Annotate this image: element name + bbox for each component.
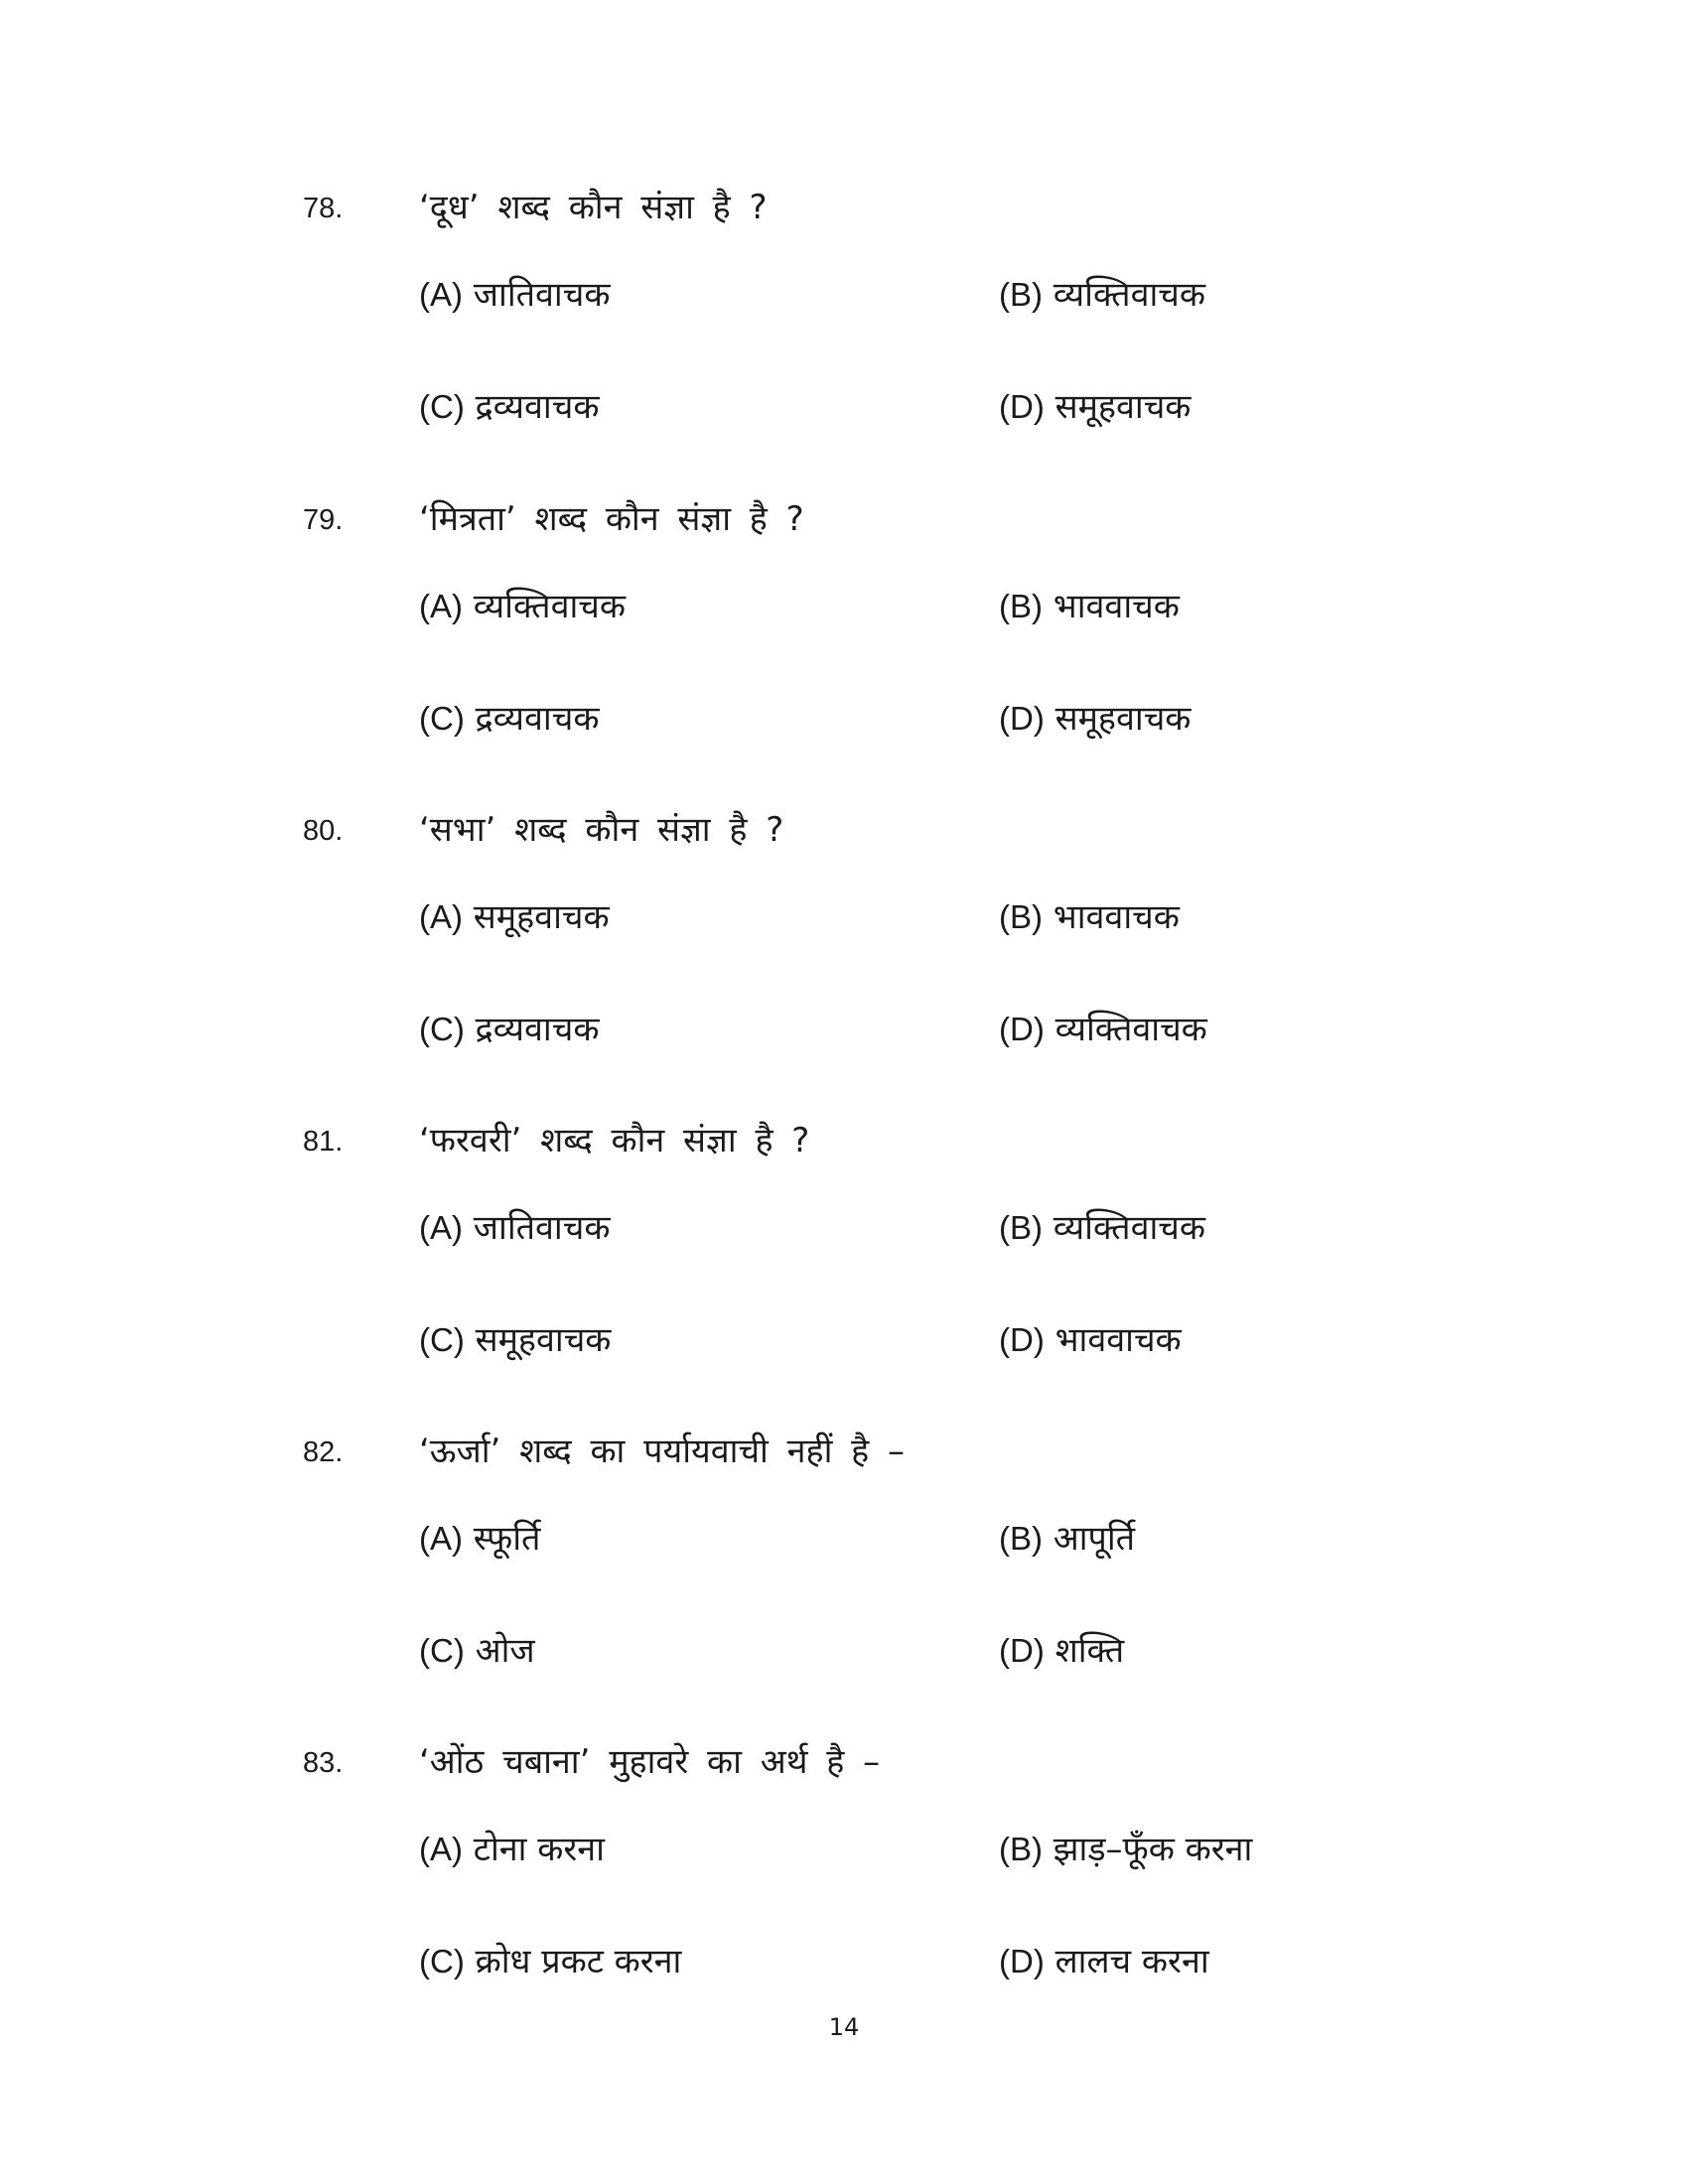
option-letter: (B) (999, 898, 1043, 935)
question-80 (0, 809, 1688, 1107)
option-text: क्रोध प्रकट करना (464, 1942, 682, 1981)
option-letter: (D) (999, 1943, 1045, 1979)
question-81 (0, 1120, 1688, 1418)
option-b (999, 580, 1180, 633)
option-c (419, 1935, 681, 1988)
page-number: 14 (828, 2013, 860, 2041)
option-text: जातिवाचक (463, 1208, 611, 1248)
option-text: भाववाचक (1043, 587, 1180, 626)
option-text: द्रव्यवाचक (464, 1010, 600, 1049)
option-c (419, 380, 599, 434)
option-text: झाड़–फूँक करना (1043, 1830, 1253, 1869)
question-text: ‘ओंठ चबाना’ मुहावरे का अर्थ है – (419, 1742, 881, 1782)
option-text: शक्ति (1044, 1631, 1125, 1671)
option-letter: (D) (999, 700, 1045, 737)
option-text: लालच करना (1044, 1942, 1209, 1981)
option-d (999, 692, 1191, 746)
question-number: 83. (303, 1747, 344, 1779)
option-letter: (A) (419, 898, 463, 935)
option-text: समूहवाचक (463, 897, 610, 937)
option-a (419, 1512, 540, 1566)
option-text: आपूर्ति (1043, 1519, 1136, 1559)
option-a (419, 268, 610, 322)
question-text: ‘मित्रता’ शब्द कौन संज्ञा है ? (419, 499, 804, 539)
option-letter: (D) (999, 388, 1045, 425)
question-number: 81. (303, 1126, 344, 1158)
option-letter: (A) (419, 1520, 463, 1557)
option-letter: (C) (419, 1943, 465, 1979)
option-b (999, 1201, 1205, 1255)
option-b (999, 1823, 1252, 1876)
option-c (419, 1313, 611, 1367)
option-text: जातिवाचक (463, 275, 611, 315)
option-text: भाववाचक (1043, 897, 1180, 937)
option-letter: (B) (999, 1831, 1043, 1867)
option-letter: (A) (419, 588, 463, 624)
option-a (419, 1201, 610, 1255)
option-b (999, 1512, 1135, 1566)
option-b (999, 268, 1205, 322)
option-b (999, 890, 1180, 944)
option-letter: (C) (419, 1321, 465, 1358)
option-letter: (C) (419, 1011, 465, 1047)
question-82 (0, 1431, 1688, 1728)
option-text: समूहवाचक (464, 1320, 612, 1360)
option-d (999, 1935, 1209, 1988)
option-letter: (D) (999, 1011, 1045, 1047)
option-c (419, 1003, 599, 1056)
option-letter: (B) (999, 1209, 1043, 1246)
question-number: 82. (303, 1436, 344, 1468)
option-letter: (C) (419, 700, 465, 737)
option-d (999, 1313, 1182, 1367)
option-text: समूहवाचक (1044, 699, 1192, 739)
option-text: व्यक्तिवाचक (1043, 275, 1205, 315)
option-letter: (C) (419, 388, 465, 425)
option-letter: (A) (419, 1209, 463, 1246)
option-letter: (D) (999, 1632, 1045, 1669)
option-d (999, 1624, 1124, 1678)
question-text: ‘ऊर्जा’ शब्द का पर्यायवाची नहीं है – (419, 1432, 906, 1471)
option-letter: (B) (999, 276, 1043, 313)
question-79 (0, 498, 1688, 796)
question-text: ‘दूध’ शब्द कौन संज्ञा है ? (419, 188, 768, 227)
option-text: व्यक्तिवाचक (463, 587, 626, 626)
option-a (419, 580, 626, 633)
question-text: ‘फरवरी’ शब्द कौन संज्ञा है ? (419, 1121, 810, 1160)
question-78 (0, 187, 1688, 484)
option-letter: (D) (999, 1321, 1045, 1358)
option-text: भाववाचक (1044, 1320, 1182, 1360)
option-text: स्फूर्ति (463, 1519, 541, 1559)
question-number: 79. (303, 504, 344, 536)
option-letter: (A) (419, 1831, 463, 1867)
option-text: व्यक्तिवाचक (1043, 1208, 1205, 1248)
question-number: 78. (303, 193, 344, 224)
option-letter: (B) (999, 588, 1043, 624)
option-letter: (B) (999, 1520, 1043, 1557)
option-c (419, 692, 599, 746)
option-d (999, 1003, 1207, 1056)
option-a (419, 1823, 605, 1876)
option-a (419, 890, 610, 944)
question-text: ‘सभा’ शब्द कौन संज्ञा है ? (419, 810, 784, 850)
option-text: द्रव्यवाचक (464, 387, 600, 427)
question-83 (0, 1741, 1688, 2039)
question-number: 80. (303, 815, 344, 847)
option-text: व्यक्तिवाचक (1044, 1010, 1207, 1049)
option-letter: (A) (419, 276, 463, 313)
option-c (419, 1624, 535, 1678)
option-text: टोना करना (463, 1830, 605, 1869)
option-text: द्रव्यवाचक (464, 699, 600, 739)
option-text: समूहवाचक (1044, 387, 1192, 427)
option-letter: (C) (419, 1632, 465, 1669)
option-text: ओज (464, 1631, 535, 1671)
option-d (999, 380, 1191, 434)
